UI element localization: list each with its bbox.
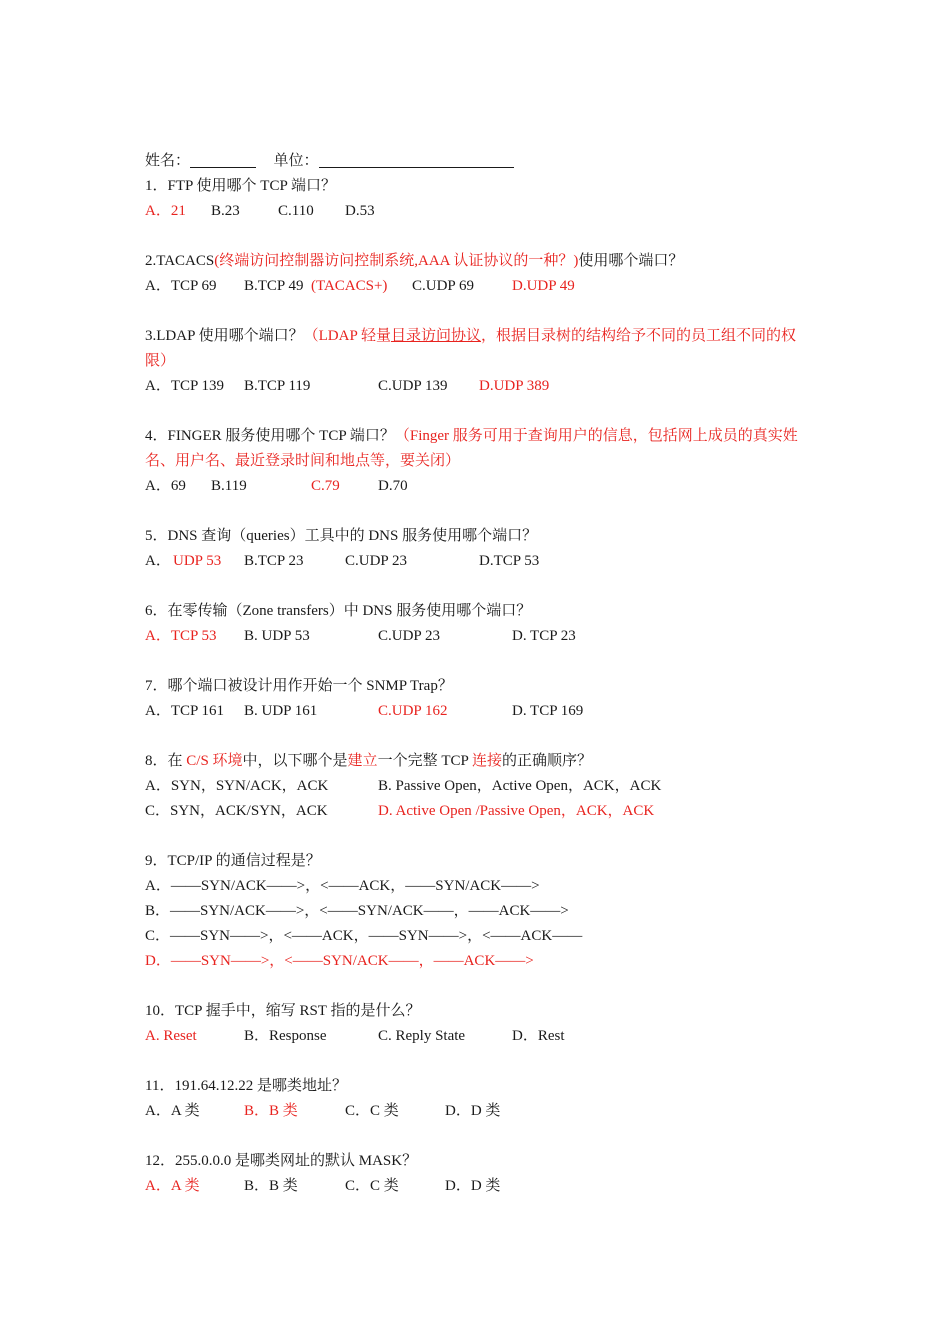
- option-c: C.UDP 23: [345, 553, 407, 569]
- option-a: A．69: [145, 478, 186, 494]
- option-c: C.79: [311, 478, 340, 494]
- question-1-stem: 1．FTP 使用哪个 TCP 端口？: [145, 178, 336, 194]
- option-c: C.110: [278, 203, 314, 219]
- option-b: B.23: [211, 203, 240, 219]
- option-a: A．TCP 161: [145, 703, 225, 719]
- question-5-stem: 5．DNS 查询（queries）工具中的 DNS 服务使用哪个端口？: [145, 528, 538, 544]
- option-d: D.53: [345, 203, 375, 219]
- question-12-stem: 12．255.0.0.0 是哪类网址的默认 MASK？: [145, 1153, 418, 1169]
- unit-label: 单位：: [273, 153, 319, 169]
- option-d: D．——SYN——>，<——SYN/ACK——，——ACK——>: [145, 953, 534, 969]
- option-d: D.UDP 49: [512, 278, 575, 294]
- option-d: D. TCP 23: [512, 628, 576, 644]
- option-b: B．——SYN/ACK——>，<——SYN/ACK——，——ACK——>: [145, 903, 569, 919]
- option-a: A．: [145, 553, 171, 569]
- option-b: B. UDP 53: [244, 628, 310, 644]
- option-a: A．——SYN/ACK——>，<——ACK，——SYN/ACK——>: [145, 878, 540, 894]
- quiz-content: [145, 149, 815, 1199]
- option-b: B. UDP 161: [244, 703, 318, 719]
- question-6-options: [145, 624, 815, 649]
- option-b: B.TCP 49: [244, 278, 304, 294]
- question-5-options: [145, 549, 815, 574]
- question-2-options: [145, 274, 815, 299]
- option-a: A. Reset: [145, 1028, 197, 1044]
- question-11-options: [145, 1099, 815, 1124]
- option-b: B．B 类: [244, 1178, 298, 1194]
- question-2-stem: 2.TACACS(终端访问控制器访问控制系统,AAA 认证协议的一种？)使用哪个端口？: [145, 253, 684, 269]
- option-c: C. Reply State: [378, 1028, 466, 1044]
- option-c: C.UDP 69: [412, 278, 474, 294]
- option-d: D.UDP 389: [479, 378, 550, 394]
- question-8-options-cd: [145, 799, 815, 824]
- option-b: B．B 类: [244, 1103, 298, 1119]
- question-7-options: [145, 699, 815, 724]
- question-9-stem: 9．TCP/IP 的通信过程是？: [145, 853, 321, 869]
- question-10-stem: 10．TCP 握手中，缩写 RST 指的是什么？: [145, 1003, 421, 1019]
- unit-blank: [319, 150, 514, 168]
- option-c: C．C 类: [345, 1178, 399, 1194]
- option-d: D. TCP 169: [512, 703, 584, 719]
- option-a: A．TCP 139: [145, 378, 225, 394]
- question-4-stem: 4．FINGER 服务使用哪个 TCP 端口？（Finger 服务可用于查询用户的信息，包括网上成员的真实姓名、用户名、最近登录时间和地点等，要关闭）: [145, 428, 798, 469]
- question-2-note: (终端访问控制器访问控制系统,AAA 认证协议的一种？): [214, 253, 579, 269]
- name-label: 姓名：: [145, 153, 191, 169]
- option-d: D．Rest: [512, 1028, 565, 1044]
- option-a: A．SYN，SYN/ACK，ACK: [145, 778, 329, 794]
- option-b: B.TCP 119: [244, 378, 311, 394]
- question-10-options: [145, 1024, 815, 1049]
- option-a: A．21: [145, 203, 186, 219]
- option-a: A．A 类: [145, 1178, 200, 1194]
- question-6-stem: 6．在零传输（Zone transfers）中 DNS 服务使用哪个端口？: [145, 603, 532, 619]
- option-a: A．TCP 53: [145, 628, 217, 644]
- question-4-options: [145, 474, 815, 499]
- option-a: A．TCP 69: [145, 278, 217, 294]
- option-d: D.TCP 53: [479, 553, 540, 569]
- question-3-stem: 3.LDAP 使用哪个端口？（LDAP 轻量目录访问协议，根据目录树的结构给予不同的员工组不同的权限）: [145, 328, 797, 369]
- option-b: B．Response: [244, 1028, 327, 1044]
- option-b: B.TCP 23: [244, 553, 304, 569]
- option-d: D．D 类: [445, 1103, 501, 1119]
- option-b-note: (TACACS+): [311, 278, 388, 294]
- option-b: B.119: [211, 478, 247, 494]
- question-12-options: [145, 1174, 815, 1199]
- option-c: C．——SYN——>，<——ACK，——SYN——>，<——ACK——: [145, 928, 583, 944]
- name-blank: [190, 150, 256, 168]
- option-b: B. Passive Open，Active Open，ACK，ACK: [378, 778, 662, 794]
- option-c: C．C 类: [345, 1103, 399, 1119]
- option-c: C.UDP 139: [378, 378, 448, 394]
- option-a: A．A 类: [145, 1103, 200, 1119]
- question-7-stem: 7．哪个端口被设计用作开始一个 SNMP Trap？: [145, 678, 453, 694]
- option-d: D．D 类: [445, 1178, 501, 1194]
- question-3-options: [145, 374, 815, 399]
- option-c: C.UDP 23: [378, 628, 440, 644]
- option-d: D. Active Open /Passive Open，ACK，ACK: [378, 803, 655, 819]
- question-11-stem: 11．191.64.12.22 是哪类地址？: [145, 1078, 347, 1094]
- option-c: C.UDP 162: [378, 703, 448, 719]
- question-4-note: （Finger 服务可用于查询用户的信息，包括网上成员的真实姓名、用户名、最近登录时间和地点等，要关闭）: [145, 428, 798, 469]
- option-c: C．SYN，ACK/SYN，ACK: [145, 803, 328, 819]
- header-line: [145, 149, 815, 174]
- question-8-options-ab: [145, 774, 815, 799]
- option-a-answer: UDP 53: [173, 553, 222, 569]
- question-3-link[interactable]: 目录访问协议: [391, 328, 482, 344]
- question-8-stem: 8．在 C/S 环境中，以下哪个是建立一个完整 TCP 连接的正确顺序？: [145, 753, 593, 769]
- option-d: D.70: [378, 478, 408, 494]
- question-1-options: [145, 199, 815, 224]
